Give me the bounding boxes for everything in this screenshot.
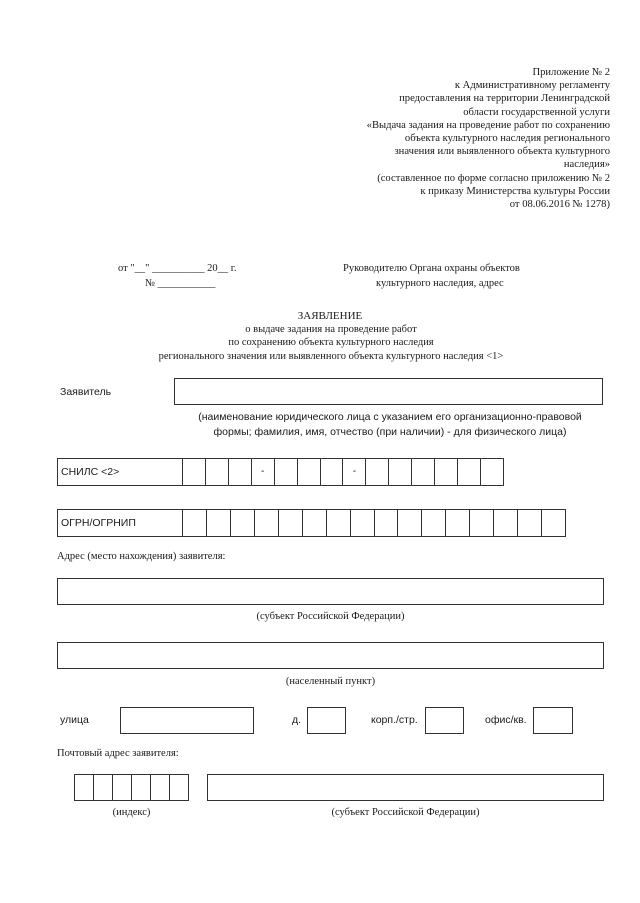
appendix-line: Приложение № 2 — [532, 67, 610, 78]
address-subject-input[interactable] — [57, 578, 604, 605]
applicant-input[interactable] — [174, 378, 603, 405]
postal-index-input[interactable] — [74, 774, 189, 801]
postal-heading: Почтовый адрес заявителя: — [57, 748, 179, 759]
ogrn-digit[interactable] — [374, 510, 398, 536]
house-input[interactable] — [307, 707, 346, 734]
date-field[interactable]: от "__" __________ 20__ г. — [118, 263, 237, 274]
appendix-note — [310, 66, 610, 211]
ogrn-digit[interactable] — [517, 510, 541, 536]
ogrn-digit[interactable] — [206, 510, 230, 536]
recipient-line: культурного наследия, адрес — [376, 278, 504, 289]
appendix-line: области государственной услуги — [463, 106, 610, 118]
snils-digit[interactable] — [480, 459, 503, 485]
ogrn-digit[interactable] — [397, 510, 421, 536]
snils-digit[interactable] — [274, 459, 297, 485]
ogrn-digit[interactable] — [469, 510, 493, 536]
address-heading: Адрес (место нахождения) заявителя: — [57, 551, 226, 562]
snils-input[interactable] — [182, 458, 504, 486]
snils-separator: - — [342, 459, 365, 485]
index-digit[interactable] — [75, 775, 93, 800]
snils-digit[interactable] — [205, 459, 228, 485]
title-subline: регионального значения или выявленного объекта культурного наследия <1> — [158, 351, 504, 362]
applicant-hint — [170, 410, 610, 440]
ogrn-digit[interactable] — [254, 510, 278, 536]
ogrn-digit[interactable] — [326, 510, 350, 536]
office-label: офис/кв. — [485, 714, 527, 726]
house-label: д. — [292, 714, 302, 726]
postal-subject-input[interactable] — [207, 774, 604, 801]
ogrn-digit[interactable] — [541, 510, 565, 536]
recipient-line: Руководителю Органа охраны объектов — [343, 263, 520, 274]
snils-separator: - — [251, 459, 274, 485]
snils-digit[interactable] — [434, 459, 457, 485]
snils-digit[interactable] — [388, 459, 411, 485]
street-label: улица — [60, 714, 89, 726]
ogrn-digit[interactable] — [350, 510, 374, 536]
appendix-line: наследия» — [563, 159, 610, 171]
snils-digit[interactable] — [183, 459, 205, 485]
index-digit[interactable] — [93, 775, 112, 800]
ogrn-digit[interactable] — [230, 510, 254, 536]
number-field[interactable]: № ___________ — [145, 278, 216, 289]
appendix-line: значения или выявленного объекта культурного — [394, 146, 610, 158]
address-settlement-input[interactable] — [57, 642, 604, 669]
ogrn-digit[interactable] — [183, 510, 206, 536]
index-digit[interactable] — [112, 775, 131, 800]
appendix-line: от 08.06.2016 № 1278) — [509, 199, 610, 211]
snils-digit[interactable] — [228, 459, 251, 485]
ogrn-digit[interactable] — [302, 510, 326, 536]
index-digit[interactable] — [150, 775, 169, 800]
appendix-line: (составленное по форме согласно приложению № 2 — [377, 172, 610, 184]
title-subline: о выдаче задания на проведение работ — [245, 324, 417, 335]
street-input[interactable] — [120, 707, 254, 734]
office-input[interactable] — [533, 707, 573, 734]
building-input[interactable] — [425, 707, 464, 734]
snils-digit[interactable] — [457, 459, 480, 485]
appendix-line: к Административному регламенту — [454, 80, 610, 92]
ogrn-digit[interactable] — [421, 510, 445, 536]
ogrn-label: ОГРН/ОГРНИП — [57, 509, 183, 537]
building-label: корп./стр. — [371, 714, 418, 726]
postal-subject-caption: (субъект Российской Федерации) — [331, 807, 480, 818]
appendix-line: «Выдача задания на проведение работ по сохранению — [366, 119, 610, 131]
snils-digit[interactable] — [365, 459, 388, 485]
ogrn-input[interactable] — [182, 509, 566, 537]
appendix-line: предоставления на территории Ленинградской — [399, 93, 610, 105]
appendix-line: к приказу Министерства культуры России — [420, 185, 610, 197]
snils-label: СНИЛС <2> — [57, 458, 183, 486]
ogrn-digit[interactable] — [493, 510, 517, 536]
address-subject-caption: (субъект Российской Федерации) — [256, 611, 405, 622]
snils-digit[interactable] — [297, 459, 320, 485]
applicant-hint-line: (наименование юридического лица с указанием его организационно-правовой — [198, 411, 582, 423]
ogrn-digit[interactable] — [278, 510, 302, 536]
postal-index-caption: (индекс) — [112, 807, 151, 818]
title-subline: по сохранению объекта культурного наследия — [228, 337, 434, 348]
ogrn-digit[interactable] — [445, 510, 469, 536]
appendix-line: объекта культурного наследия регионального — [404, 133, 610, 145]
index-digit[interactable] — [169, 775, 188, 800]
applicant-hint-line: формы; фамилия, имя, отчество (при наличии) - для физического лица) — [213, 426, 567, 438]
snils-digit[interactable] — [320, 459, 343, 485]
applicant-label: Заявитель — [60, 386, 112, 398]
document-title: ЗАЯВЛЕНИЕ — [297, 310, 363, 322]
address-settlement-caption: (населенный пункт) — [285, 676, 376, 687]
index-digit[interactable] — [131, 775, 150, 800]
snils-digit[interactable] — [411, 459, 434, 485]
